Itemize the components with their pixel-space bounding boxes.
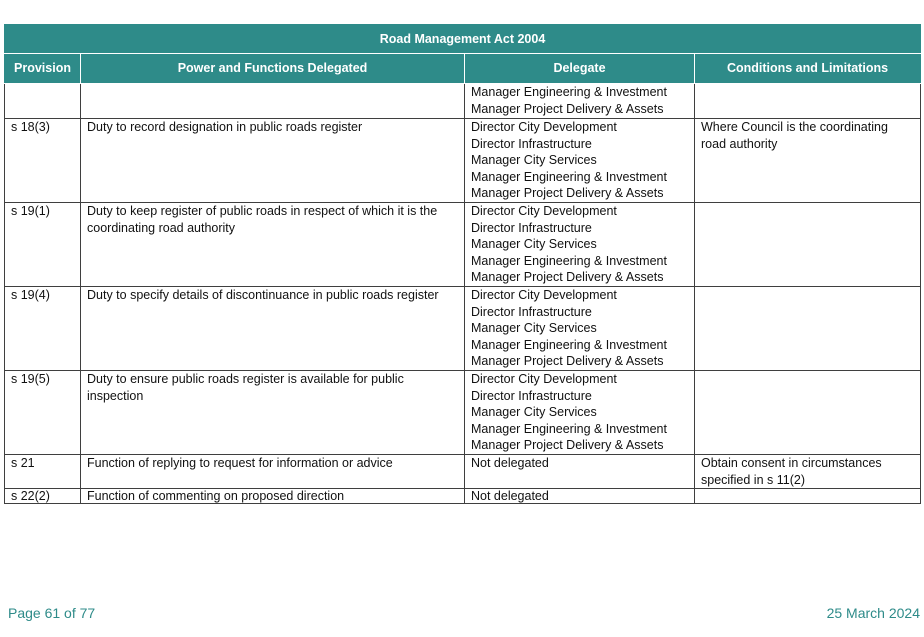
header-delegate: Delegate [465, 54, 695, 84]
conditions-cell [695, 489, 921, 504]
provision-cell: s 18(3) [5, 119, 81, 203]
delegate-item: Manager Engineering & Investment [471, 421, 667, 436]
delegate-item: Director City Development [471, 204, 617, 218]
table-row [5, 371, 921, 455]
delegate-cell [465, 84, 695, 119]
delegate-item: Director Infrastructure [471, 388, 592, 403]
conditions-cell: Obtain consent in circumstances specified in s 11(2) [695, 455, 921, 489]
table-row [5, 287, 921, 371]
power-cell: Function of commenting on proposed direction [81, 489, 465, 504]
delegate-cell [465, 455, 695, 489]
document-date: 25 March 2024 [826, 605, 920, 621]
header-power: Power and Functions Delegated [81, 54, 465, 84]
delegate-item: Manager Engineering & Investment [471, 253, 667, 268]
table-row [5, 455, 921, 489]
power-cell: Duty to keep register of public roads in respect of which it is the coordinating road authority [81, 203, 465, 287]
power-cell: Function of replying to request for information or advice [81, 455, 465, 489]
conditions-cell: Where Council is the coordinating road authority [695, 119, 921, 203]
provision-cell [5, 84, 81, 119]
delegate-item: Director Infrastructure [471, 220, 592, 235]
delegate-item: Manager Project Delivery & Assets [471, 101, 664, 116]
delegate-item: Director City Development [471, 372, 617, 386]
header-provision: Provision [5, 54, 81, 84]
delegate-item: Director Infrastructure [471, 304, 592, 319]
delegate-item: Manager Engineering & Investment [471, 169, 667, 184]
table-title: Road Management Act 2004 [5, 25, 921, 54]
delegate-item: Not delegated [471, 456, 549, 470]
conditions-cell [695, 287, 921, 371]
delegations-table [4, 24, 921, 504]
provision-cell: s 22(2) [5, 489, 81, 504]
header-conditions: Conditions and Limitations [695, 54, 921, 84]
delegate-item: Manager Project Delivery & Assets [471, 186, 664, 201]
delegate-item: Manager Engineering & Investment [471, 337, 667, 352]
delegate-cell [465, 371, 695, 455]
table-title-row [5, 25, 921, 54]
power-cell: Duty to ensure public roads register is available for public inspection [81, 371, 465, 455]
delegate-item: Manager City Services [471, 405, 597, 420]
delegate-item: Director Infrastructure [471, 136, 592, 151]
conditions-cell [695, 371, 921, 455]
delegate-item: Manager Engineering & Investment [471, 85, 667, 99]
power-cell [81, 84, 465, 119]
delegate-item: Manager City Services [471, 321, 597, 336]
delegate-item: Not delegated [471, 489, 549, 504]
power-cell: Duty to specify details of discontinuance in public roads register [81, 287, 465, 371]
delegate-item: Manager City Services [471, 237, 597, 252]
table-row [5, 119, 921, 203]
provision-cell: s 19(5) [5, 371, 81, 455]
delegate-cell [465, 119, 695, 203]
delegate-cell [465, 203, 695, 287]
power-cell: Duty to record designation in public roads register [81, 119, 465, 203]
delegate-item: Manager Project Delivery & Assets [471, 270, 664, 285]
conditions-cell [695, 203, 921, 287]
table-header-row [5, 54, 921, 84]
page-number: Page 61 of 77 [8, 605, 96, 621]
delegate-item: Director City Development [471, 288, 617, 302]
table-row [5, 203, 921, 287]
table-row [5, 84, 921, 119]
provision-cell: s 21 [5, 455, 81, 489]
delegate-item: Director City Development [471, 120, 617, 134]
delegate-cell [465, 287, 695, 371]
delegate-item: Manager City Services [471, 153, 597, 168]
conditions-cell [695, 84, 921, 119]
delegate-item: Manager Project Delivery & Assets [471, 354, 664, 369]
delegate-cell [465, 489, 695, 504]
provision-cell: s 19(4) [5, 287, 81, 371]
provision-cell: s 19(1) [5, 203, 81, 287]
delegate-item: Manager Project Delivery & Assets [471, 438, 664, 453]
table-row [5, 489, 921, 504]
